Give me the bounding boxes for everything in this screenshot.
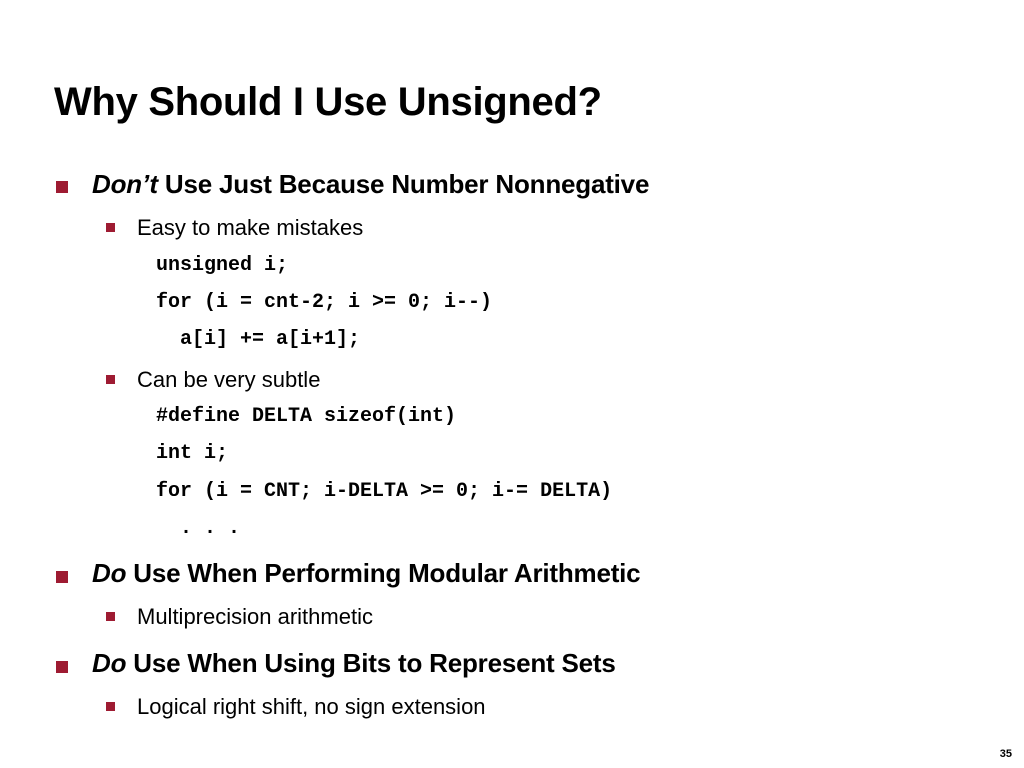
sub-bullet-icon	[106, 375, 115, 384]
code-line: unsigned i;	[156, 254, 289, 277]
code-line: int i;	[156, 442, 229, 465]
section-heading-bitsets	[92, 647, 616, 679]
code-line: for (i = cnt-2; i >= 0; i--)	[156, 291, 493, 314]
sub-bullet-icon	[106, 223, 115, 232]
sub-item-text: Easy to make mistakes	[137, 215, 364, 240]
heading-text: Use When Performing Modular Arithmetic	[126, 558, 641, 588]
bullet-square-icon	[56, 571, 68, 583]
section-heading-dont	[92, 168, 649, 200]
heading-emphasis: Do	[92, 648, 127, 678]
page-number: 35	[999, 748, 1012, 760]
sub-bullet-icon	[106, 612, 115, 621]
code-line: a[i] += a[i+1];	[156, 328, 361, 351]
slide-title: Why Should I Use Unsigned?	[54, 80, 602, 124]
code-line: . . .	[156, 517, 241, 540]
heading-emphasis: Do	[92, 558, 127, 588]
code-line: for (i = CNT; i-DELTA >= 0; i-= DELTA)	[156, 480, 613, 503]
heading-emphasis: Don’t	[92, 169, 158, 199]
sub-item-text: Logical right shift, no sign extension	[137, 694, 486, 719]
sub-item-text: Can be very subtle	[137, 367, 321, 392]
heading-text: Use Just Because Number Nonnegative	[157, 169, 650, 199]
sub-bullet-icon	[106, 702, 115, 711]
code-line: #define DELTA sizeof(int)	[156, 405, 457, 428]
section-heading-modular	[92, 557, 640, 589]
bullet-square-icon	[56, 661, 68, 673]
sub-item-text: Multiprecision arithmetic	[137, 604, 373, 629]
heading-text: Use When Using Bits to Represent Sets	[126, 648, 616, 678]
bullet-square-icon	[56, 181, 68, 193]
